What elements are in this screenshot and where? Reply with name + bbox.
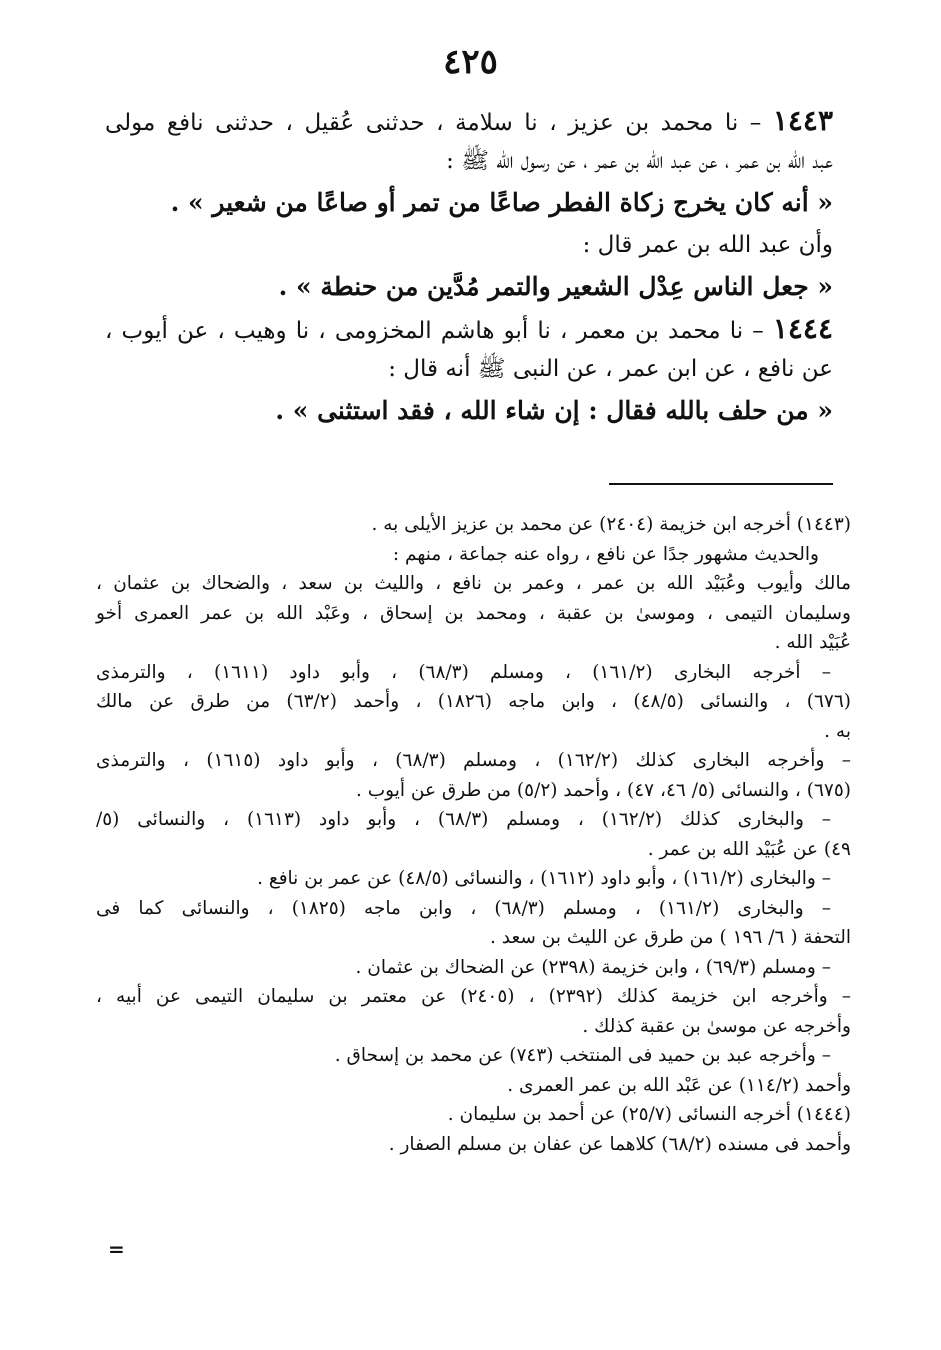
hadith-1443-line-1	[105, 102, 833, 142]
hadith-1444-line-1	[105, 310, 833, 350]
footnote-line: – أخرجه البخارى (١٦١/٢) ، ومسلم (٦٨/٣) ، وأبو داود (١٦١١) ، والترمذى	[96, 661, 831, 683]
footnote-line: وأخرجه عن موسىٰ بن عقبة كذلك .	[582, 1015, 851, 1037]
hadith-1444-line-2: عن نافع ، عن ابن عمر ، عن النبى ﷺ أنه قال :	[388, 356, 833, 382]
footnote-line: – والبخارى (١٦١/٢) ، وأبو داود (١٦١٢) ، والنسائى (٤٨/٥) عن عمر بن نافع .	[257, 868, 831, 889]
footnote-line: مالك وأيوب وعُبَيْد الله بن عمر ، وعمر بن نافع ، والليث بن سعد ، والضحاك بن عثمان ،	[96, 573, 851, 594]
main-text	[105, 102, 833, 430]
continuation-mark: =	[108, 1237, 125, 1261]
footnote-divider	[609, 483, 833, 485]
footnote-line: – وأخرجه ابن خزيمة كذلك (٢٣٩٢) ، (٢٤٠٥) عن معتمر بن سليمان التيمى عن أبيه ،	[96, 986, 852, 1007]
footnote-line: عُبَيْد الله .	[774, 632, 851, 653]
hadith-1444-isnad-1: – نا محمد بن معمر ، نا أبو هاشم المخزومى ، نا وهيب ، عن أيوب ،	[105, 318, 773, 344]
footnote-line: – والبخارى كذلك (١٦٢/٢) ، ومسلم (٦٨/٣) ، وأبو داود (١٦١٣) ، والنسائى (٥/	[96, 809, 831, 830]
footnote-line: وأحمد (١١٤/٢) عن عَبْد الله بن عمر العمرى .	[507, 1074, 851, 1096]
footnote-line: (٦٧٦) ، والنسائى (٤٨/٥) ، وابن ماجه (١٨٢٦) ، وأحمد (٦٣/٢) من طرق عن مالك	[96, 691, 851, 712]
footnote-line: – وأخرجه عبد بن حميد فى المنتخب (٧٤٣) عن محمد بن إسحاق .	[334, 1045, 831, 1066]
footnote-line: وأحمد فى مسنده (٦٨/٢) كلاهما عن عفان بن مسلم الصفار .	[388, 1133, 851, 1155]
footnote-line: (٦٧٥) ، والنسائى (٥/ ٤٦، ٤٧) ، وأحمد (٥/٢) من طرق عن أيوب .	[355, 779, 851, 801]
footnotes	[96, 510, 851, 1159]
hadith-1443-line-4: وأن عبد الله بن عمر قال :	[582, 232, 833, 258]
hadith-1444-number: ١٤٤٤	[772, 312, 833, 345]
footnote-line: به .	[824, 720, 851, 742]
footnote-line: ٤٩) عن عُبَيْد الله بن عمر .	[647, 838, 851, 860]
hadith-1444-matn: « من حلف بالله فقال : إن شاء الله ، فقد استثنى » .	[275, 396, 833, 425]
hadith-1443-matn-1: « أنه كان يخرج زكاة الفطر صاعًا من تمر أو صاعًا من شعير » .	[170, 188, 833, 217]
hadith-1443-line-2: عبد الله بن عمر ، عن عبد الله بن عمر ، عن رسول الله ﷺ :	[446, 148, 833, 174]
footnote-line: والحديث مشهور جدًا عن نافع ، رواه عنه جماعة ، منهم :	[392, 543, 819, 565]
hadith-1443-matn-2: « جعل الناس عِدْل الشعير والتمر مُدَّين من حنطة » .	[278, 272, 833, 301]
footnote-line: (١٤٤٣) أخرجه ابن خزيمة (٢٤٠٤) عن محمد بن عزيز الأيلى به .	[371, 514, 851, 535]
footnote-line: – وأخرجه البخارى كذلك (١٦٢/٢) ، ومسلم (٦٨/٣) ، وأبو داود (١٦١٥) ، والترمذى	[96, 750, 851, 771]
footnote-line: – ومسلم (٦٩/٣) ، وابن خزيمة (٢٣٩٨) عن الضحاك بن عثمان .	[355, 956, 831, 978]
page-number: ٤٢٥	[443, 42, 498, 82]
hadith-1443-isnad-1: – نا محمد بن عزيز ، نا سلامة ، حدثنى عُقيل ، حدثنى نافع مولى	[105, 110, 773, 136]
footnote-line: التحفة ( ٦/ ١٩٦ ) من طرق عن الليث بن سعد .	[490, 927, 851, 948]
footnote-line: وسليمان التيمى ، وموسىٰ بن عقبة ، ومحمد بن إسحاق ، وعَبْد الله بن عمر العمرى أخو	[96, 602, 851, 624]
hadith-1443-number: ١٤٤٣	[772, 104, 833, 137]
footnote-line: (١٤٤٤) أخرجه النسائى (٢٥/٧) عن أحمد بن سليمان .	[447, 1104, 851, 1125]
footnote-line: – والبخارى (١٦١/٢) ، ومسلم (٦٨/٣) ، وابن ماجه (١٨٢٥) ، والنسائى كما فى	[96, 897, 831, 919]
